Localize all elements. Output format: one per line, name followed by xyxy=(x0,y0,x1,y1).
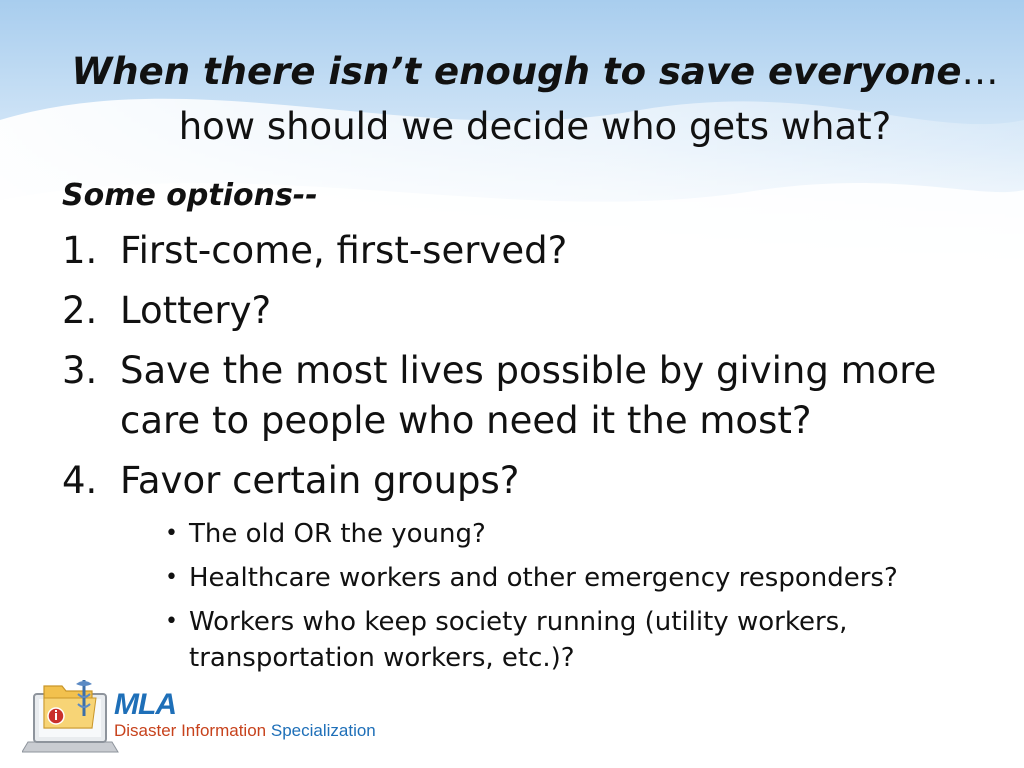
logo-mla-text: MLA xyxy=(114,688,176,721)
bullet-dot-icon: • xyxy=(165,565,178,590)
options-heading: Some options-- xyxy=(62,178,318,213)
list-item-number: 1. xyxy=(62,229,98,272)
slide-title xyxy=(60,44,1010,154)
numbered-list xyxy=(62,226,992,516)
list-item xyxy=(62,346,992,446)
mla-logo xyxy=(22,676,382,756)
list-item-number: 2. xyxy=(62,289,98,332)
list-item xyxy=(62,226,992,276)
bullet-dot-icon: • xyxy=(165,521,178,546)
sub-bullet-item xyxy=(165,516,985,552)
sub-bullet-item xyxy=(165,604,985,676)
list-item-number: 3. xyxy=(62,349,98,392)
list-item-number: 4. xyxy=(62,459,98,502)
sub-bullet-item xyxy=(165,560,985,596)
laptop-folder-icon xyxy=(22,676,120,756)
list-item-text: First-come, first-served? xyxy=(120,229,568,272)
list-item xyxy=(62,286,992,336)
sub-bullet-list xyxy=(165,516,985,684)
sub-bullet-text: The old OR the young? xyxy=(189,519,486,549)
sub-bullet-text: Healthcare workers and other emergency responders? xyxy=(189,563,898,593)
logo-tagline-part1: Disaster Information xyxy=(114,721,267,740)
title-emphasis: When there isn’t enough to save everyone xyxy=(71,50,962,93)
list-item-text: Save the most lives possible by giving more care to people who need it the most? xyxy=(120,349,937,442)
title-rest: … how should we decide who gets what? xyxy=(178,50,999,148)
logo-tagline xyxy=(114,721,376,741)
list-item-text: Favor certain groups? xyxy=(120,459,520,502)
list-item-text: Lottery? xyxy=(120,289,272,332)
logo-tagline-part2: Specialization xyxy=(270,721,376,740)
bullet-dot-icon: • xyxy=(165,609,178,634)
list-item xyxy=(62,456,992,506)
sub-bullet-text: Workers who keep society running (utility workers, transportation workers, etc.)? xyxy=(189,607,848,673)
